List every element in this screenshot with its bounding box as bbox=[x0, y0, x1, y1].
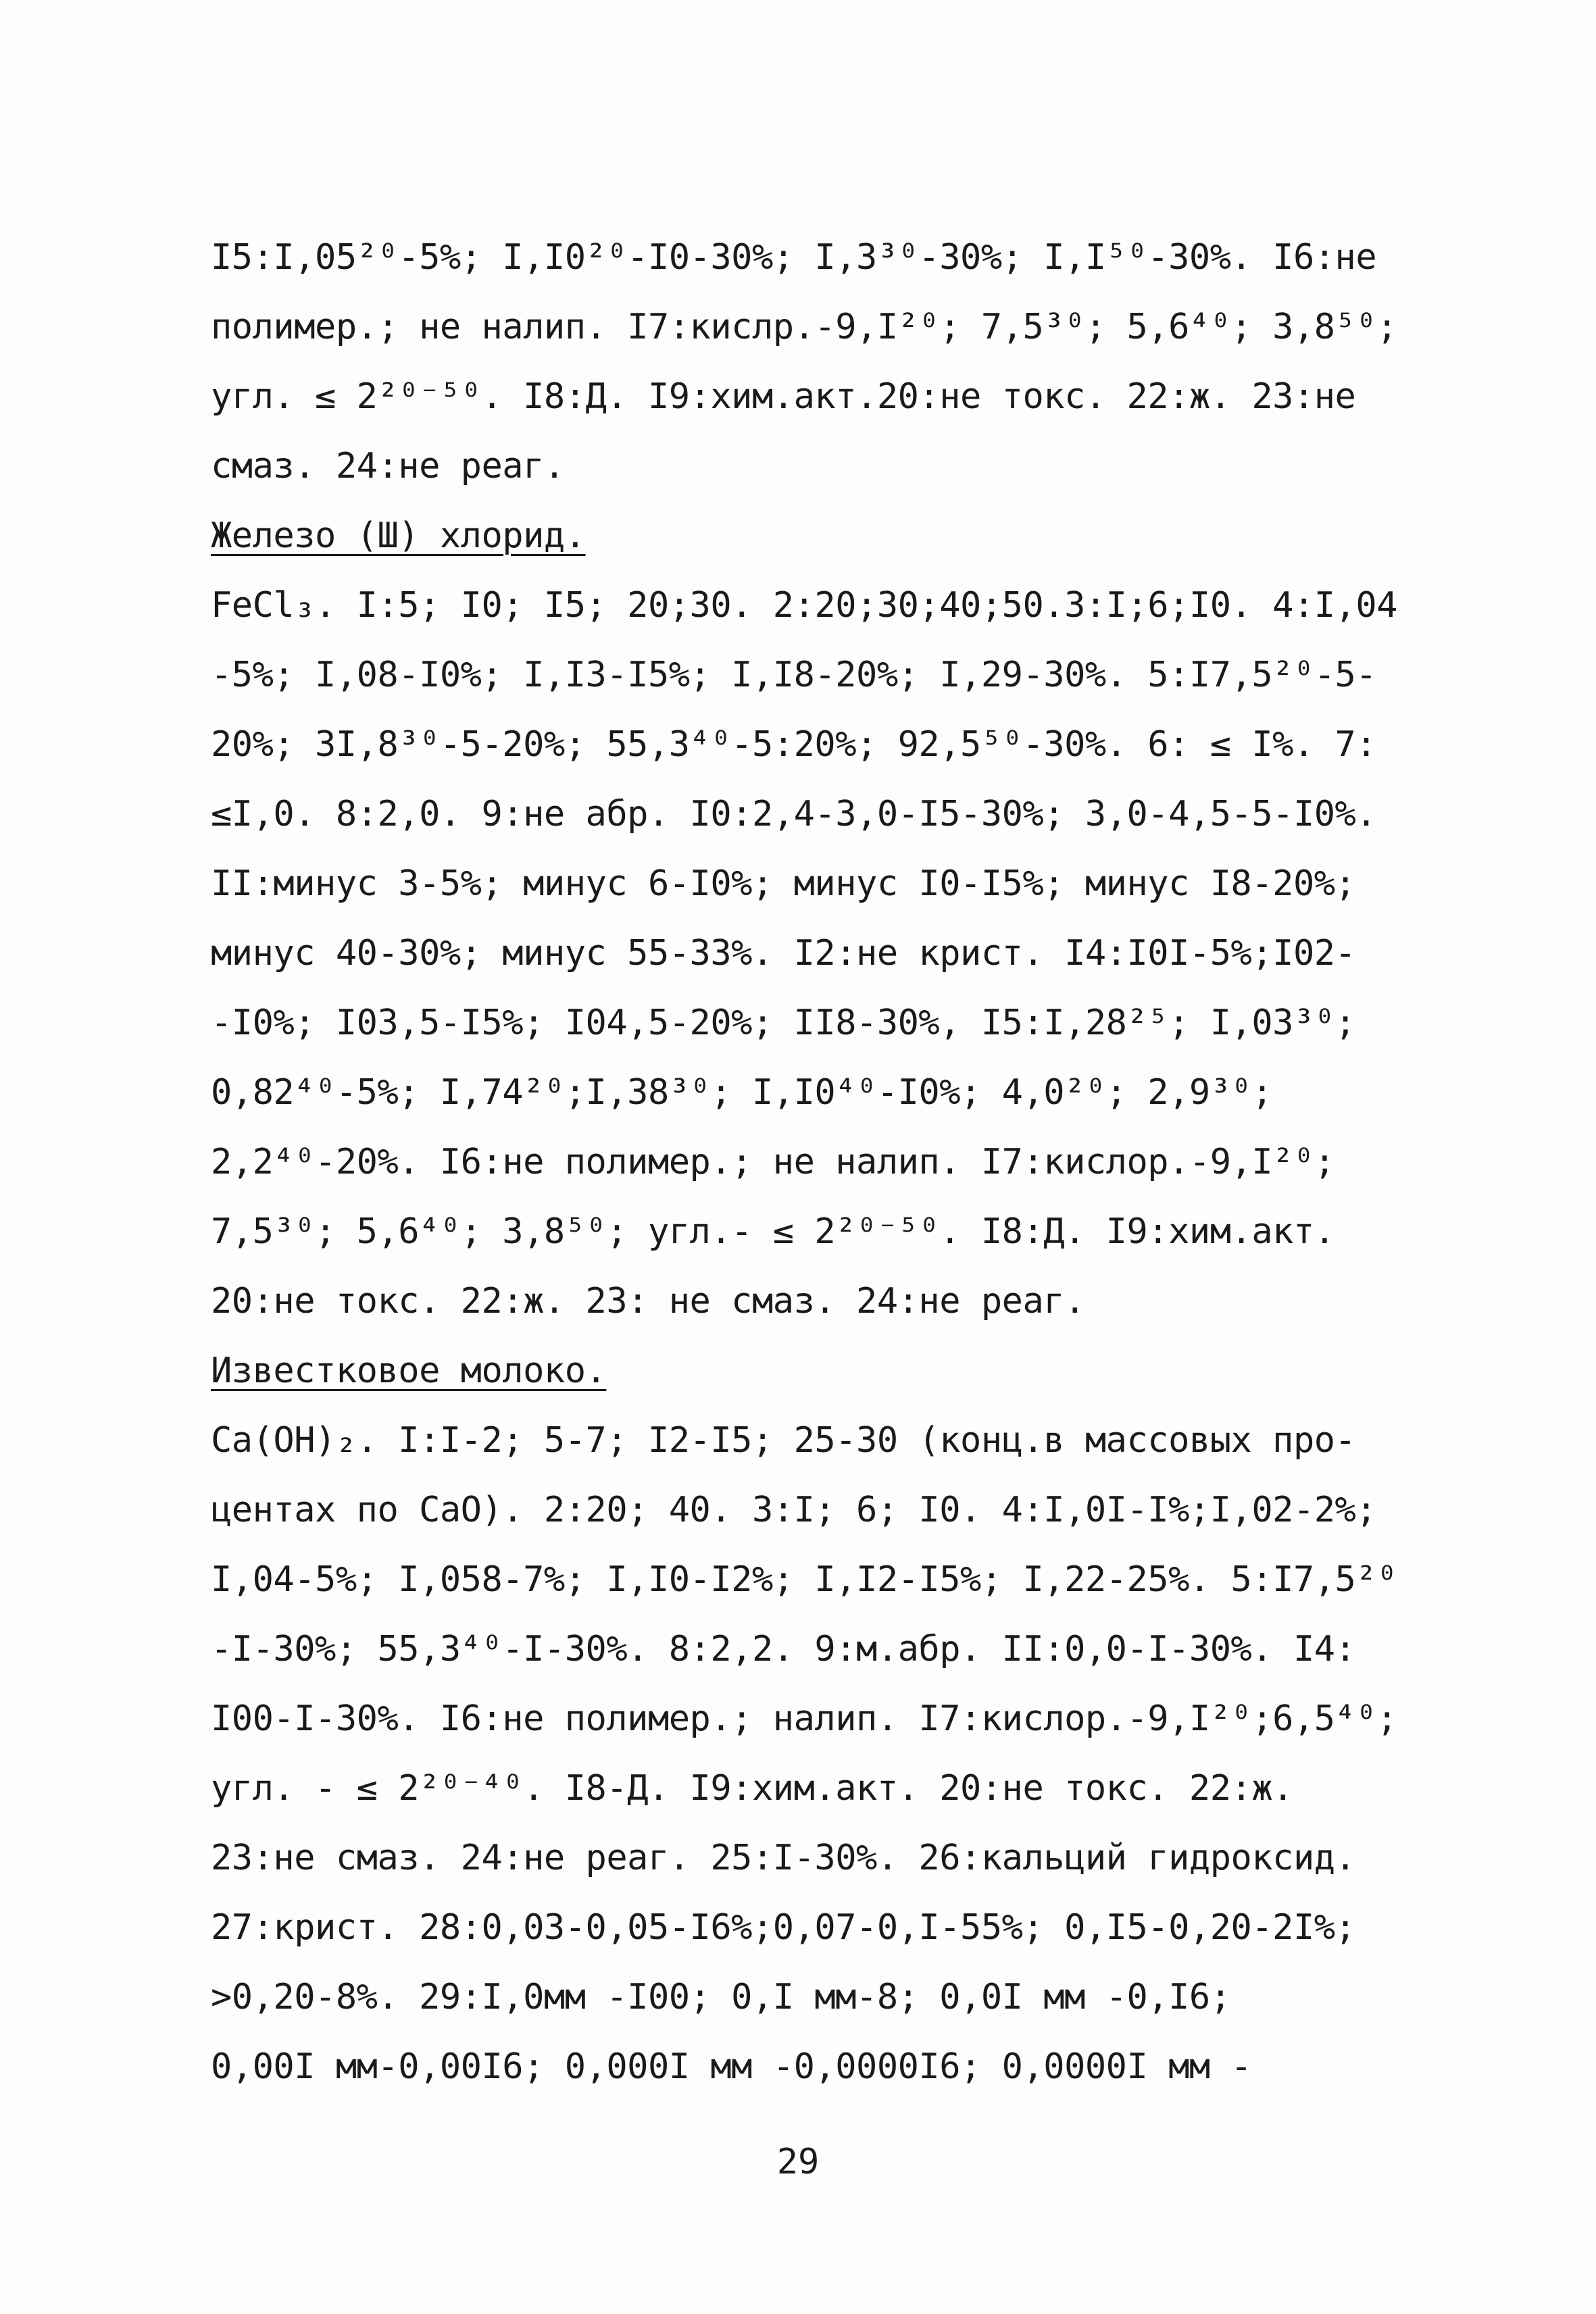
text-line: 2,2⁴⁰-20%. I6:не полимер.; не налип. I7:кислор.-9,I²⁰; bbox=[211, 1142, 1335, 1182]
text-line: I,04-5%; I,058-7%; I,I0-I2%; I,I2-I5%; I,22-25%. 5:I7,5²⁰ bbox=[211, 1559, 1397, 1600]
text-line: 7,5³⁰; 5,6⁴⁰; 3,8⁵⁰; угл.- ≤ 2²⁰⁻⁵⁰. I8:Д. I9:хим.акт. bbox=[211, 1211, 1335, 1252]
text-line: 0,82⁴⁰-5%; I,74²⁰;I,38³⁰; I,I0⁴⁰-I0%; 4,0²⁰; 2,9³⁰; bbox=[211, 1072, 1273, 1113]
section-heading: Железо (Ш) хлорид. bbox=[211, 515, 586, 556]
text-line: центах по CaO). 2:20; 40. 3:I; 6; I0. 4:I,0I-I%;I,02-2%; bbox=[211, 1490, 1377, 1530]
text-line: Ca(OH)₂. I:I-2; 5-7; I2-I5; 25-30 (конц.в массовых про- bbox=[211, 1420, 1356, 1461]
text-line: 23:не смаз. 24:не реаг. 25:I-30%. 26:кальций гидроксид. bbox=[211, 1838, 1356, 1878]
text-line: ≤I,0. 8:2,0. 9:не абр. I0:2,4-3,0-I5-30%; 3,0-4,5-5-I0%. bbox=[211, 794, 1377, 834]
text-line: >0,20-8%. 29:I,0мм -I00; 0,I мм-8; 0,0I мм -0,I6; bbox=[211, 1977, 1231, 2017]
text-line: -I-30%; 55,3⁴⁰-I-30%. 8:2,2. 9:м.абр. II:0,0-I-30%. I4: bbox=[211, 1629, 1356, 1669]
text-line: полимер.; не налип. I7:кислр.-9,I²⁰; 7,5³⁰; 5,6⁴⁰; 3,8⁵⁰; bbox=[211, 307, 1397, 347]
text-line: минус 40-30%; минус 55-33%. I2:не крист. I4:I0I-5%;I02- bbox=[211, 933, 1356, 974]
text-line: 20:не токс. 22:ж. 23: не смаз. 24:не реаг. bbox=[211, 1281, 1085, 1322]
text-line: -I0%; I03,5-I5%; I04,5-20%; II8-30%, I5:I,28²⁵; I,03³⁰; bbox=[211, 1003, 1356, 1043]
text-line: FeCl₃. I:5; I0; I5; 20;30. 2:20;30;40;50.3:I;6;I0. 4:I,04 bbox=[211, 585, 1397, 626]
text-line: угл. - ≤ 2²⁰⁻⁴⁰. I8-Д. I9:хим.акт. 20:не токс. 22:ж. bbox=[211, 1768, 1293, 1809]
text-line: 27:крист. 28:0,03-0,05-I6%;0,07-0,I-55%; 0,I5-0,20-2I%; bbox=[211, 1907, 1356, 1948]
text-line: 20%; 3I,8³⁰-5-20%; 55,3⁴⁰-5:20%; 92,5⁵⁰-30%. 6: ≤ I%. 7: bbox=[211, 724, 1377, 765]
section-heading: Известковое молоко. bbox=[211, 1351, 607, 1391]
text-line: I00-I-30%. I6:не полимер.; налип. I7:кислор.-9,I²⁰;6,5⁴⁰; bbox=[211, 1699, 1397, 1739]
page-number: 29 bbox=[776, 2142, 820, 2182]
text-line: угл. ≤ 2²⁰⁻⁵⁰. I8:Д. I9:хим.акт.20:не токс. 22:ж. 23:не bbox=[211, 376, 1356, 417]
text-line: 0,00I мм-0,00I6; 0,000I мм -0,0000I6; 0,0000I мм - bbox=[211, 2046, 1252, 2087]
text-line: смаз. 24:не реаг. bbox=[211, 446, 565, 486]
text-line: II:минус 3-5%; минус 6-I0%; минус I0-I5%; минус I8-20%; bbox=[211, 863, 1356, 904]
body-text bbox=[211, 223, 1441, 2102]
text-line: -5%; I,08-I0%; I,I3-I5%; I,I8-20%; I,29-30%. 5:I7,5²⁰-5- bbox=[211, 655, 1377, 695]
text-line: I5:I,05²⁰-5%; I,I0²⁰-I0-30%; I,3³⁰-30%; I,I⁵⁰-30%. I6:не bbox=[211, 237, 1377, 278]
